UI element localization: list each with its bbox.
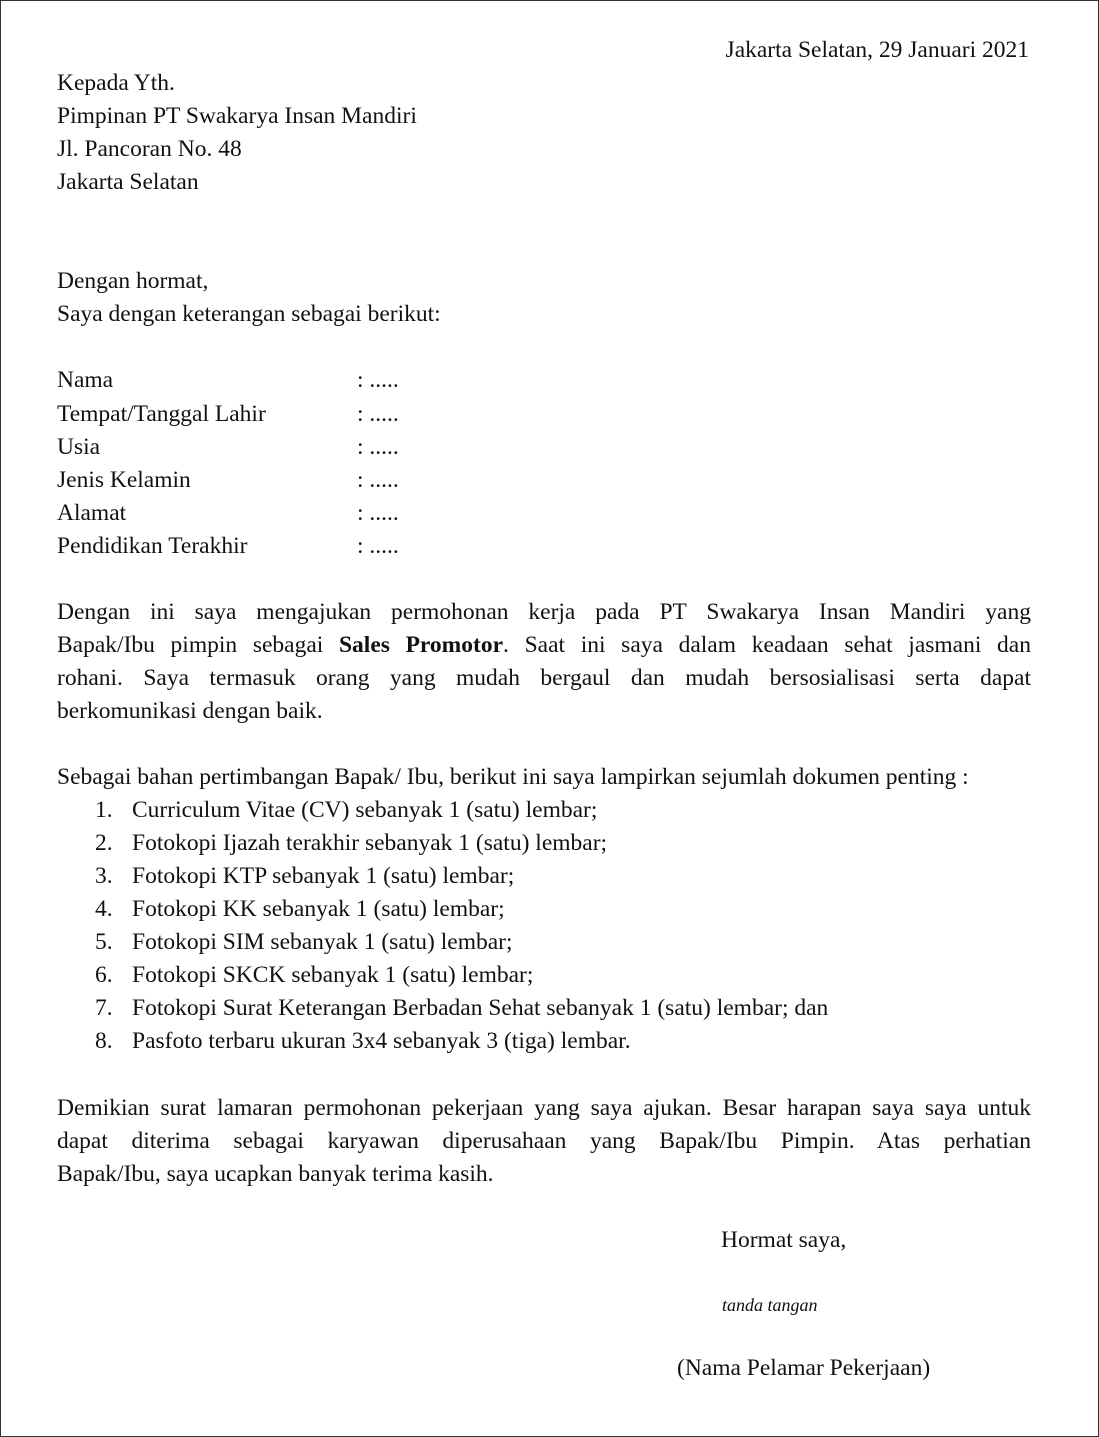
- list-number: 1.: [95, 797, 113, 823]
- field-value-usia: : .....: [357, 434, 399, 460]
- list-number: 8.: [95, 1028, 113, 1054]
- greeting: Dengan hormat,: [57, 268, 209, 294]
- list-item: Curriculum Vitae (CV) sebanyak 1 (satu) lembar;: [132, 797, 598, 823]
- field-label-alamat: Alamat: [57, 500, 127, 526]
- recipient-line-2: Pimpinan PT Swakarya Insan Mandiri: [57, 103, 417, 129]
- list-item: Fotokopi SIM sebanyak 1 (satu) lembar;: [132, 929, 513, 955]
- field-value-pendidikan: : .....: [357, 533, 399, 559]
- paragraph-line-1: Dengan ini saya mengajukan permohonan kerja pada PT Swakarya Insan Mandiri yang: [57, 599, 1031, 625]
- intro: Saya dengan keterangan sebagai berikut:: [57, 301, 441, 327]
- closing-line-1: Demikian surat lamaran permohonan pekerjaan yang saya ajukan. Besar harapan saya saya untuk: [57, 1095, 1031, 1121]
- field-label-usia: Usia: [57, 434, 101, 460]
- paragraph-line-2-end: . Saat ini saya dalam keadaan sehat jasmani dan: [503, 632, 1031, 658]
- closing-paragraph: [57, 1092, 1031, 1191]
- list-item: Fotokopi SKCK sebanyak 1 (satu) lembar;: [132, 962, 534, 988]
- field-label-jenis-kelamin: Jenis Kelamin: [57, 467, 191, 493]
- closing-line-3: Bapak/Ibu, saya ucapkan banyak terima kasih.: [57, 1161, 494, 1187]
- paragraph-line-2: [57, 629, 1031, 662]
- list-number: 2.: [95, 830, 113, 856]
- attachments-intro: Sebagai bahan pertimbangan Bapak/ Ibu, berikut ini saya lampirkan sejumlah dokumen penting :: [57, 764, 969, 790]
- application-paragraph: [57, 596, 1031, 728]
- recipient-line-3: Jl. Pancoran No. 48: [57, 136, 242, 162]
- field-value-alamat: : .....: [357, 500, 399, 526]
- list-number: 5.: [95, 929, 113, 955]
- field-label-ttl: Tempat/Tanggal Lahir: [57, 401, 266, 427]
- recipient-line-4: Jakarta Selatan: [57, 169, 199, 195]
- field-value-ttl: : .....: [357, 401, 399, 427]
- closing-line-2: dapat diterima sebagai karyawan diperusahaan yang Bapak/Ibu Pimpin. Atas perhatian: [57, 1128, 1031, 1154]
- list-item: Fotokopi Surat Keterangan Berbadan Sehat sebanyak 1 (satu) lembar; dan: [132, 995, 829, 1021]
- field-label-pendidikan: Pendidikan Terakhir: [57, 533, 248, 559]
- signature: tanda tangan: [722, 1295, 818, 1315]
- position-title: Sales Promotor: [338, 632, 504, 658]
- list-number: 3.: [95, 863, 113, 889]
- recipient-line-1: Kepada Yth.: [57, 70, 175, 96]
- list-item: Fotokopi KTP sebanyak 1 (satu) lembar;: [132, 863, 515, 889]
- paragraph-line-3: rohani. Saya termasuk orang yang mudah bergaul dan mudah bersosialisasi serta dapat: [57, 665, 1031, 691]
- list-item: Fotokopi KK sebanyak 1 (satu) lembar;: [132, 896, 505, 922]
- field-value-jenis-kelamin: : .....: [357, 467, 399, 493]
- list-number: 7.: [95, 995, 113, 1021]
- place-date: Jakarta Selatan, 29 Januari 2021: [725, 37, 1029, 63]
- list-item: Fotokopi Ijazah terakhir sebanyak 1 (satu) lembar;: [132, 830, 608, 856]
- list-number: 4.: [95, 896, 113, 922]
- field-value-nama: : .....: [357, 367, 399, 393]
- paragraph-line-4: berkomunikasi dengan baik.: [57, 698, 323, 724]
- list-item: Pasfoto terbaru ukuran 3x4 sebanyak 3 (tiga) lembar.: [132, 1028, 631, 1054]
- paragraph-line-2-start: Bapak/Ibu pimpin sebagai: [57, 632, 339, 658]
- field-label-nama: Nama: [57, 367, 114, 393]
- list-number: 6.: [95, 962, 113, 988]
- sign-off: Hormat saya,: [721, 1227, 847, 1253]
- signer-name: (Nama Pelamar Pekerjaan): [677, 1355, 931, 1381]
